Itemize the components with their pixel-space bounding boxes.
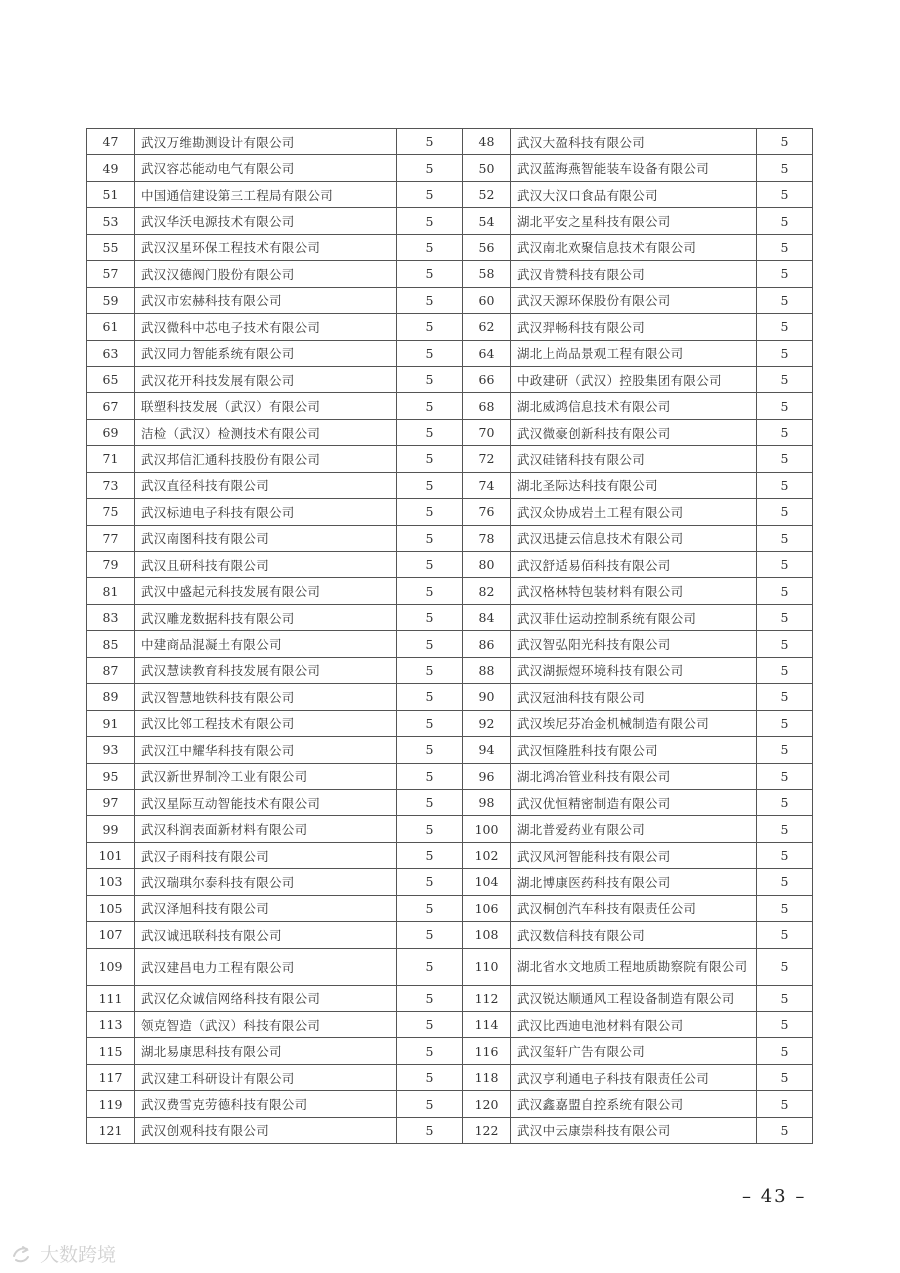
left-company-name-cell: 武汉微科中芯电子技术有限公司 — [135, 314, 397, 340]
right-index-cell: 88 — [463, 657, 511, 683]
right-company-name-cell: 武汉数信科技有限公司 — [511, 922, 757, 948]
right-score-cell: 5 — [757, 525, 813, 551]
left-index-cell: 121 — [87, 1117, 135, 1143]
left-index-cell: 101 — [87, 842, 135, 868]
left-score-cell: 5 — [397, 1064, 463, 1090]
left-index-cell: 75 — [87, 499, 135, 525]
left-company-name-cell: 武汉且研科技有限公司 — [135, 552, 397, 578]
right-index-cell: 100 — [463, 816, 511, 842]
left-company-name-cell: 中国通信建设第三工程局有限公司 — [135, 181, 397, 207]
right-company-name-cell: 武汉恒隆胜科技有限公司 — [511, 737, 757, 763]
table-row — [87, 129, 813, 155]
right-index-cell: 82 — [463, 578, 511, 604]
watermark — [10, 1240, 116, 1267]
right-company-name-cell: 武汉玺轩广告有限公司 — [511, 1038, 757, 1064]
left-index-cell: 53 — [87, 208, 135, 234]
right-index-cell: 66 — [463, 366, 511, 392]
left-company-name-cell: 武汉瑞琪尔泰科技有限公司 — [135, 869, 397, 895]
right-index-cell: 96 — [463, 763, 511, 789]
left-score-cell: 5 — [397, 604, 463, 630]
left-company-name-cell: 领克智造（武汉）科技有限公司 — [135, 1012, 397, 1038]
left-index-cell: 97 — [87, 789, 135, 815]
right-score-cell: 5 — [757, 684, 813, 710]
right-company-name-cell: 武汉微豪创新科技有限公司 — [511, 419, 757, 445]
left-index-cell: 55 — [87, 234, 135, 260]
right-score-cell: 5 — [757, 657, 813, 683]
right-score-cell: 5 — [757, 710, 813, 736]
left-score-cell: 5 — [397, 499, 463, 525]
right-index-cell: 94 — [463, 737, 511, 763]
right-index-cell: 54 — [463, 208, 511, 234]
right-index-cell: 114 — [463, 1012, 511, 1038]
left-score-cell: 5 — [397, 985, 463, 1011]
right-index-cell: 60 — [463, 287, 511, 313]
table-row — [87, 1038, 813, 1064]
left-index-cell: 85 — [87, 631, 135, 657]
right-score-cell: 5 — [757, 922, 813, 948]
right-company-name-cell: 武汉羿畅科技有限公司 — [511, 314, 757, 340]
left-index-cell: 105 — [87, 895, 135, 921]
left-score-cell: 5 — [397, 525, 463, 551]
left-score-cell: 5 — [397, 842, 463, 868]
table-row — [87, 869, 813, 895]
table-row — [87, 842, 813, 868]
table-row — [87, 472, 813, 498]
left-company-name-cell: 武汉华沃电源技术有限公司 — [135, 208, 397, 234]
left-score-cell: 5 — [397, 552, 463, 578]
left-company-name-cell: 湖北易康思科技有限公司 — [135, 1038, 397, 1064]
left-score-cell: 5 — [397, 657, 463, 683]
left-company-name-cell: 武汉花开科技发展有限公司 — [135, 366, 397, 392]
left-score-cell: 5 — [397, 763, 463, 789]
right-company-name-cell: 湖北平安之星科技有限公司 — [511, 208, 757, 234]
right-index-cell: 56 — [463, 234, 511, 260]
right-company-name-cell: 武汉智弘阳光科技有限公司 — [511, 631, 757, 657]
table-row — [87, 287, 813, 313]
right-score-cell: 5 — [757, 631, 813, 657]
left-company-name-cell: 武汉创观科技有限公司 — [135, 1117, 397, 1143]
left-index-cell: 67 — [87, 393, 135, 419]
right-score-cell: 5 — [757, 948, 813, 985]
right-company-name-cell: 武汉锐达顺通风工程设备制造有限公司 — [511, 985, 757, 1011]
left-score-cell: 5 — [397, 129, 463, 155]
right-index-cell: 116 — [463, 1038, 511, 1064]
left-company-name-cell: 武汉万维勘测设计有限公司 — [135, 129, 397, 155]
right-index-cell: 104 — [463, 869, 511, 895]
right-company-name-cell: 武汉迅捷云信息技术有限公司 — [511, 525, 757, 551]
table-row — [87, 525, 813, 551]
right-company-name-cell: 武汉大汉口食品有限公司 — [511, 181, 757, 207]
right-score-cell: 5 — [757, 208, 813, 234]
right-score-cell: 5 — [757, 499, 813, 525]
left-company-name-cell: 武汉建工科研设计有限公司 — [135, 1064, 397, 1090]
right-company-name-cell: 武汉鑫嘉盟自控系统有限公司 — [511, 1091, 757, 1117]
right-index-cell: 118 — [463, 1064, 511, 1090]
right-score-cell: 5 — [757, 181, 813, 207]
company-table — [86, 128, 813, 1144]
right-index-cell: 68 — [463, 393, 511, 419]
left-company-name-cell: 武汉科润表面新材料有限公司 — [135, 816, 397, 842]
left-score-cell: 5 — [397, 314, 463, 340]
left-company-name-cell: 武汉直径科技有限公司 — [135, 472, 397, 498]
right-index-cell: 50 — [463, 155, 511, 181]
table-row — [87, 155, 813, 181]
left-score-cell: 5 — [397, 472, 463, 498]
left-index-cell: 73 — [87, 472, 135, 498]
right-company-name-cell: 武汉中云康崇科技有限公司 — [511, 1117, 757, 1143]
table-row — [87, 393, 813, 419]
right-company-name-cell: 武汉舒适易佰科技有限公司 — [511, 552, 757, 578]
left-index-cell: 103 — [87, 869, 135, 895]
right-company-name-cell: 武汉天源环保股份有限公司 — [511, 287, 757, 313]
table-row — [87, 789, 813, 815]
table-row — [87, 684, 813, 710]
left-company-name-cell: 武汉邦信汇通科技股份有限公司 — [135, 446, 397, 472]
table-row — [87, 261, 813, 287]
company-table-body — [87, 129, 813, 1144]
table-row — [87, 816, 813, 842]
right-score-cell: 5 — [757, 763, 813, 789]
left-company-name-cell: 武汉汉德阀门股份有限公司 — [135, 261, 397, 287]
table-row — [87, 208, 813, 234]
right-company-name-cell: 武汉蓝海燕智能装车设备有限公司 — [511, 155, 757, 181]
left-company-name-cell: 武汉智慧地铁科技有限公司 — [135, 684, 397, 710]
watermark-logo-icon — [10, 1242, 34, 1266]
right-company-name-cell: 武汉优恒精密制造有限公司 — [511, 789, 757, 815]
right-company-name-cell: 武汉大盈科技有限公司 — [511, 129, 757, 155]
right-score-cell: 5 — [757, 1091, 813, 1117]
left-index-cell: 115 — [87, 1038, 135, 1064]
left-score-cell: 5 — [397, 419, 463, 445]
right-company-name-cell: 武汉比西迪电池材料有限公司 — [511, 1012, 757, 1038]
left-index-cell: 65 — [87, 366, 135, 392]
left-score-cell: 5 — [397, 631, 463, 657]
left-index-cell: 49 — [87, 155, 135, 181]
table-row — [87, 657, 813, 683]
right-score-cell: 5 — [757, 129, 813, 155]
left-company-name-cell: 武汉容芯能动电气有限公司 — [135, 155, 397, 181]
left-company-name-cell: 武汉市宏赫科技有限公司 — [135, 287, 397, 313]
right-index-cell: 78 — [463, 525, 511, 551]
table-row — [87, 604, 813, 630]
left-index-cell: 109 — [87, 948, 135, 985]
left-score-cell: 5 — [397, 393, 463, 419]
right-company-name-cell: 武汉亨利通电子科技有限责任公司 — [511, 1064, 757, 1090]
table-row — [87, 314, 813, 340]
right-index-cell: 86 — [463, 631, 511, 657]
right-score-cell: 5 — [757, 419, 813, 445]
table-row — [87, 578, 813, 604]
right-score-cell: 5 — [757, 985, 813, 1011]
left-company-name-cell: 武汉慧读教育科技发展有限公司 — [135, 657, 397, 683]
left-company-name-cell: 武汉建昌电力工程有限公司 — [135, 948, 397, 985]
table-row — [87, 1012, 813, 1038]
right-company-name-cell: 湖北普爱药业有限公司 — [511, 816, 757, 842]
right-company-name-cell: 武汉格林特包装材料有限公司 — [511, 578, 757, 604]
table-row — [87, 234, 813, 260]
right-company-name-cell: 武汉冠油科技有限公司 — [511, 684, 757, 710]
right-score-cell: 5 — [757, 552, 813, 578]
right-score-cell: 5 — [757, 446, 813, 472]
right-company-name-cell: 湖北圣际达科技有限公司 — [511, 472, 757, 498]
left-index-cell: 47 — [87, 129, 135, 155]
left-company-name-cell: 武汉江中耀华科技有限公司 — [135, 737, 397, 763]
left-score-cell: 5 — [397, 340, 463, 366]
left-index-cell: 93 — [87, 737, 135, 763]
left-score-cell: 5 — [397, 895, 463, 921]
table-row — [87, 763, 813, 789]
right-index-cell: 48 — [463, 129, 511, 155]
right-score-cell: 5 — [757, 155, 813, 181]
left-index-cell: 113 — [87, 1012, 135, 1038]
left-index-cell: 107 — [87, 922, 135, 948]
left-index-cell: 59 — [87, 287, 135, 313]
left-index-cell: 87 — [87, 657, 135, 683]
left-score-cell: 5 — [397, 578, 463, 604]
right-score-cell: 5 — [757, 366, 813, 392]
left-company-name-cell: 武汉泽旭科技有限公司 — [135, 895, 397, 921]
left-index-cell: 79 — [87, 552, 135, 578]
table-row — [87, 1064, 813, 1090]
right-company-name-cell: 武汉硅锗科技有限公司 — [511, 446, 757, 472]
left-score-cell: 5 — [397, 922, 463, 948]
company-table-container — [86, 128, 812, 1144]
left-index-cell: 89 — [87, 684, 135, 710]
left-index-cell: 95 — [87, 763, 135, 789]
left-index-cell: 111 — [87, 985, 135, 1011]
left-company-name-cell: 武汉星际互动智能技术有限公司 — [135, 789, 397, 815]
table-row — [87, 552, 813, 578]
table-row — [87, 1091, 813, 1117]
right-index-cell: 120 — [463, 1091, 511, 1117]
right-index-cell: 122 — [463, 1117, 511, 1143]
left-score-cell: 5 — [397, 869, 463, 895]
left-company-name-cell: 武汉同力智能系统有限公司 — [135, 340, 397, 366]
table-row — [87, 419, 813, 445]
left-company-name-cell: 武汉标迪电子科技有限公司 — [135, 499, 397, 525]
left-score-cell: 5 — [397, 261, 463, 287]
right-index-cell: 80 — [463, 552, 511, 578]
table-row — [87, 446, 813, 472]
table-row — [87, 895, 813, 921]
left-score-cell: 5 — [397, 366, 463, 392]
left-score-cell: 5 — [397, 710, 463, 736]
right-index-cell: 84 — [463, 604, 511, 630]
right-index-cell: 90 — [463, 684, 511, 710]
right-index-cell: 106 — [463, 895, 511, 921]
left-index-cell: 81 — [87, 578, 135, 604]
right-company-name-cell: 湖北博康医药科技有限公司 — [511, 869, 757, 895]
left-company-name-cell: 武汉亿众诚信网络科技有限公司 — [135, 985, 397, 1011]
left-index-cell: 77 — [87, 525, 135, 551]
left-score-cell: 5 — [397, 737, 463, 763]
right-index-cell: 64 — [463, 340, 511, 366]
right-index-cell: 102 — [463, 842, 511, 868]
right-company-name-cell: 武汉埃尼芬冶金机械制造有限公司 — [511, 710, 757, 736]
left-company-name-cell: 联塑科技发展（武汉）有限公司 — [135, 393, 397, 419]
left-company-name-cell: 武汉新世界制冷工业有限公司 — [135, 763, 397, 789]
left-score-cell: 5 — [397, 789, 463, 815]
left-score-cell: 5 — [397, 1091, 463, 1117]
table-row — [87, 737, 813, 763]
left-company-name-cell: 中建商品混凝土有限公司 — [135, 631, 397, 657]
left-score-cell: 5 — [397, 816, 463, 842]
left-company-name-cell: 武汉中盛起元科技发展有限公司 — [135, 578, 397, 604]
right-score-cell: 5 — [757, 895, 813, 921]
left-index-cell: 91 — [87, 710, 135, 736]
table-row — [87, 985, 813, 1011]
right-index-cell: 52 — [463, 181, 511, 207]
left-score-cell: 5 — [397, 446, 463, 472]
right-score-cell: 5 — [757, 1038, 813, 1064]
left-score-cell: 5 — [397, 1117, 463, 1143]
right-index-cell: 92 — [463, 710, 511, 736]
left-score-cell: 5 — [397, 287, 463, 313]
right-score-cell: 5 — [757, 314, 813, 340]
left-score-cell: 5 — [397, 208, 463, 234]
right-index-cell: 110 — [463, 948, 511, 985]
left-index-cell: 117 — [87, 1064, 135, 1090]
right-score-cell: 5 — [757, 261, 813, 287]
right-company-name-cell: 湖北鸿冶管业科技有限公司 — [511, 763, 757, 789]
right-score-cell: 5 — [757, 340, 813, 366]
right-index-cell: 98 — [463, 789, 511, 815]
right-index-cell: 70 — [463, 419, 511, 445]
watermark-text: 大数跨境 — [40, 1244, 117, 1266]
right-score-cell: 5 — [757, 472, 813, 498]
left-index-cell: 119 — [87, 1091, 135, 1117]
right-company-name-cell: 武汉桐创汽车科技有限责任公司 — [511, 895, 757, 921]
right-index-cell: 62 — [463, 314, 511, 340]
left-score-cell: 5 — [397, 181, 463, 207]
left-index-cell: 99 — [87, 816, 135, 842]
left-company-name-cell: 武汉汉星环保工程技术有限公司 — [135, 234, 397, 260]
table-row — [87, 631, 813, 657]
right-company-name-cell: 武汉风河智能科技有限公司 — [511, 842, 757, 868]
right-index-cell: 74 — [463, 472, 511, 498]
right-score-cell: 5 — [757, 287, 813, 313]
right-company-name-cell: 武汉肯赞科技有限公司 — [511, 261, 757, 287]
right-score-cell: 5 — [757, 604, 813, 630]
right-company-name-cell: 武汉南北欢聚信息技术有限公司 — [511, 234, 757, 260]
left-index-cell: 71 — [87, 446, 135, 472]
left-index-cell: 63 — [87, 340, 135, 366]
right-index-cell: 72 — [463, 446, 511, 472]
table-row — [87, 366, 813, 392]
left-score-cell: 5 — [397, 948, 463, 985]
left-index-cell: 61 — [87, 314, 135, 340]
left-index-cell: 83 — [87, 604, 135, 630]
right-score-cell: 5 — [757, 737, 813, 763]
right-index-cell: 58 — [463, 261, 511, 287]
table-row — [87, 340, 813, 366]
table-row — [87, 710, 813, 736]
left-index-cell: 57 — [87, 261, 135, 287]
left-score-cell: 5 — [397, 155, 463, 181]
right-index-cell: 108 — [463, 922, 511, 948]
right-company-name-cell: 中政建研（武汉）控股集团有限公司 — [511, 366, 757, 392]
left-company-name-cell: 武汉费雪克劳德科技有限公司 — [135, 1091, 397, 1117]
right-score-cell: 5 — [757, 1064, 813, 1090]
left-company-name-cell: 武汉诚迅联科技有限公司 — [135, 922, 397, 948]
right-score-cell: 5 — [757, 393, 813, 419]
right-index-cell: 112 — [463, 985, 511, 1011]
right-company-name-cell: 湖北省水文地质工程地质勘察院有限公司 — [511, 948, 757, 985]
table-row — [87, 499, 813, 525]
left-company-name-cell: 武汉比邻工程技术有限公司 — [135, 710, 397, 736]
right-company-name-cell: 湖北上尚品景观工程有限公司 — [511, 340, 757, 366]
left-company-name-cell: 武汉子雨科技有限公司 — [135, 842, 397, 868]
left-score-cell: 5 — [397, 1012, 463, 1038]
page-number: – 43 – — [742, 1186, 807, 1207]
right-index-cell: 76 — [463, 499, 511, 525]
right-score-cell: 5 — [757, 578, 813, 604]
table-row — [87, 1117, 813, 1143]
right-score-cell: 5 — [757, 789, 813, 815]
left-index-cell: 69 — [87, 419, 135, 445]
left-score-cell: 5 — [397, 234, 463, 260]
table-row — [87, 922, 813, 948]
left-company-name-cell: 武汉南图科技有限公司 — [135, 525, 397, 551]
right-company-name-cell: 武汉众协成岩土工程有限公司 — [511, 499, 757, 525]
left-score-cell: 5 — [397, 684, 463, 710]
right-company-name-cell: 武汉湖振煜环境科技有限公司 — [511, 657, 757, 683]
right-company-name-cell: 武汉菲仕运动控制系统有限公司 — [511, 604, 757, 630]
left-score-cell: 5 — [397, 1038, 463, 1064]
left-company-name-cell: 武汉雕龙数据科技有限公司 — [135, 604, 397, 630]
right-score-cell: 5 — [757, 1117, 813, 1143]
right-score-cell: 5 — [757, 816, 813, 842]
right-score-cell: 5 — [757, 1012, 813, 1038]
right-score-cell: 5 — [757, 842, 813, 868]
left-index-cell: 51 — [87, 181, 135, 207]
right-score-cell: 5 — [757, 869, 813, 895]
table-row — [87, 948, 813, 985]
table-row — [87, 181, 813, 207]
right-company-name-cell: 湖北威鸿信息技术有限公司 — [511, 393, 757, 419]
left-company-name-cell: 洁检（武汉）检测技术有限公司 — [135, 419, 397, 445]
right-score-cell: 5 — [757, 234, 813, 260]
